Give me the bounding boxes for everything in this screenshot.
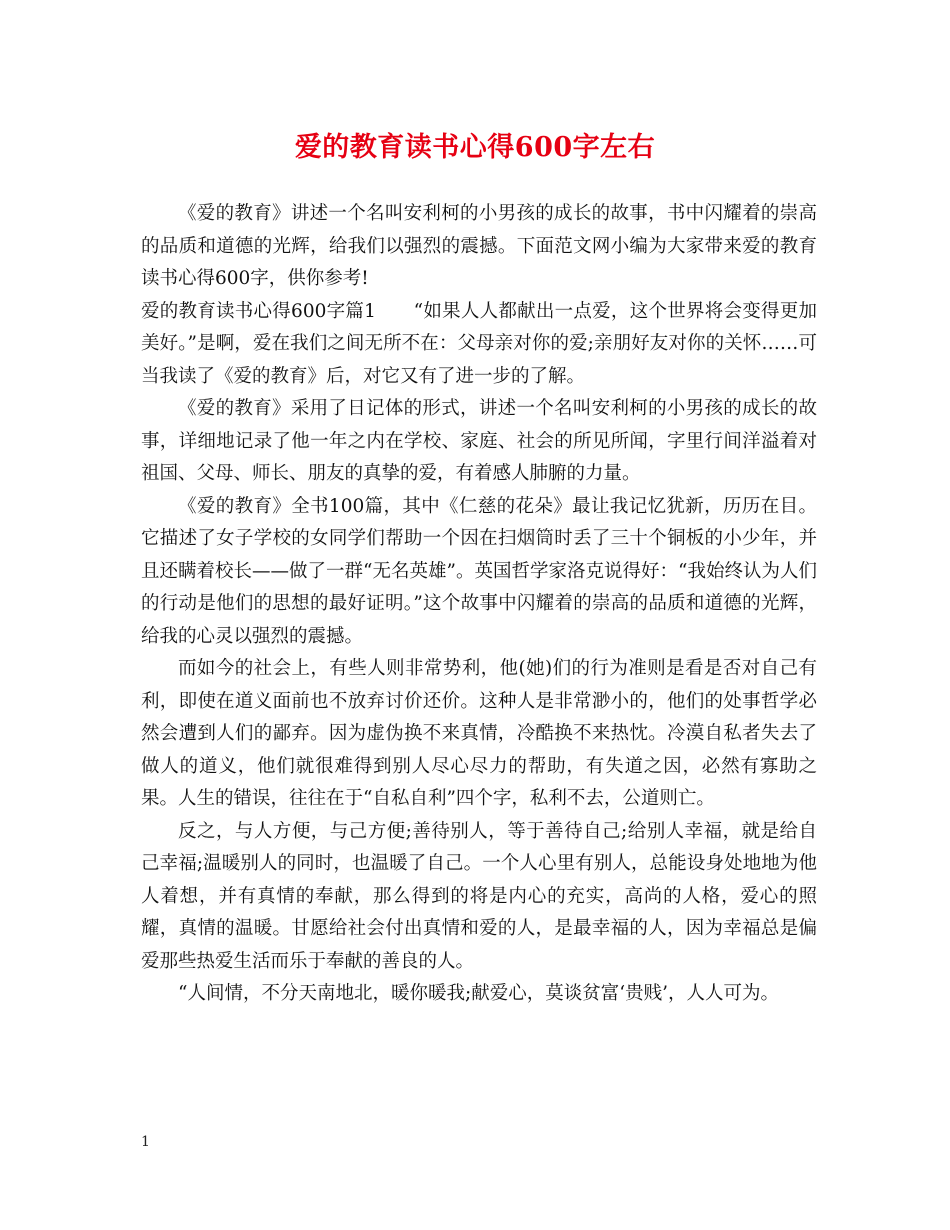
paragraph-intro: 《爱的教育》讲述一个名叫安利柯的小男孩的成长的故事，书中闪耀着的崇高的品质和道德的光辉，给我们以强烈的震撼。下面范文网小编为大家带来爱的教育读书心得600字，供你参考! [141, 203, 817, 289]
paragraph-conversely: 反之，与人方便，与己方便;善待别人，等于善待自己;给别人幸福，就是给自己幸福;温暖别人的同时，也温暖了自己。一个人心里有别人，总能设身处地地为他人着想，并有真情的奉献，那么得到的将是内心的充实，高尚的人格，爱心的照耀，真情的温暖。甘愿给社会付出真情和爱的人，是最幸福的人，因为幸福总是偏爱那些热爱生活而乐于奉献的善良的人。 [141, 820, 817, 972]
page-number: 1 [141, 1134, 150, 1150]
paragraph-society: 而如今的社会上，有些人则非常势利，他(她)们的行为准则是看是否对自己有利，即使在道义面前也不放弃讨价还价。这种人是非常渺小的，他们的处事哲学必然会遭到人们的鄙弃。因为虚伪换不来真情，冷酷换不来热忱。冷漠自私者失去了做人的道义，他们就很难得到别人尽心尽力的帮助，有失道之因，必然有寡助之果。人生的错误，往往在于“自私自利”四个字，私利不去，公道则亡。 [141, 658, 817, 809]
document-body [141, 198, 817, 1011]
document-title: 爱的教育读书心得600字左右 [294, 132, 656, 163]
paragraph-quote: “人间情，不分天南地北，暖你暖我;献爱心，莫谈贫富‘贵贱’，人人可为。 [178, 983, 779, 1004]
paragraph-flowers: 《爱的教育》全书100篇，其中《仁慈的花朵》最让我记忆犹新，历历在目。它描述了女子学校的女同学们帮助一个因在扫烟筒时丢了三十个铜板的小少年，并且还瞒着校长——做了一群“无名英雄”。英国哲学家洛克说得好：“我始终认为人们的行动是他们的思想的最好证明。”这个故事中闪耀着的崇高的品质和道德的光辉，给我的心灵以强烈的震撼。 [141, 495, 817, 647]
paragraph-form: 《爱的教育》采用了日记体的形式，讲述一个名叫安利柯的小男孩的成长的故事，详细地记录了他一年之内在学校、家庭、社会的所见所闻，字里行间洋溢着对祖国、父母、师长、朋友的真挚的爱，有着感人肺腑的力量。 [141, 398, 817, 484]
paragraph-article-1: 爱的教育读书心得600字篇1 “如果人人都献出一点爱，这个世界将会变得更加美好。”是啊，爱在我们之间无所不在：父母亲对你的爱;亲朋好友对你的关怀……可当我读了《爱的教育》后，对它又有了进一步的了解。 [141, 300, 817, 387]
